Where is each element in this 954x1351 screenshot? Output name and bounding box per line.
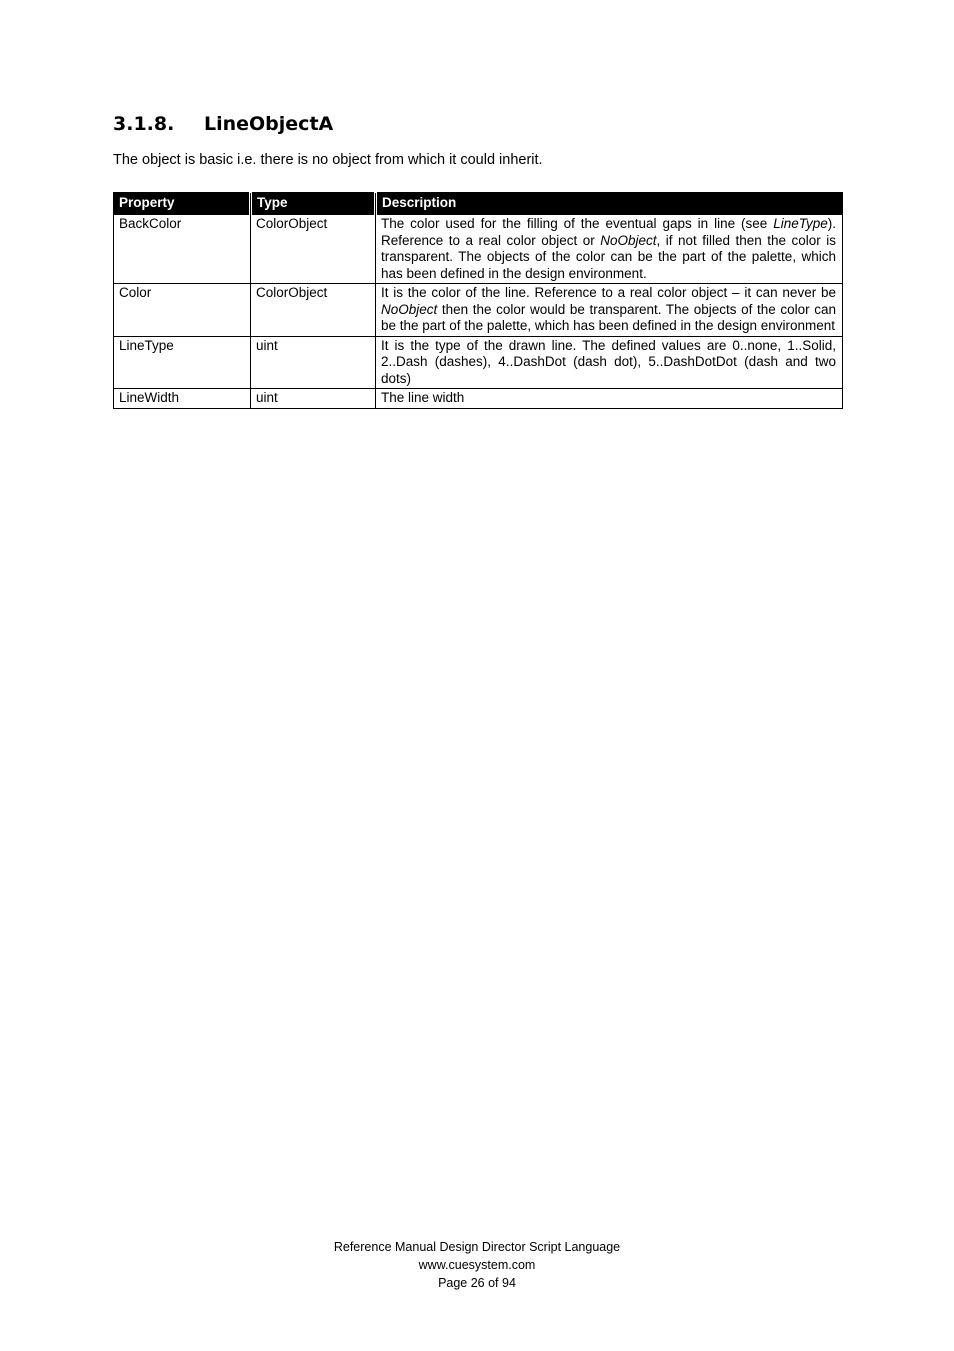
footer-page-number: Page 26 of 94 [438, 1276, 516, 1290]
property-table [113, 192, 843, 409]
table-header-row [114, 193, 843, 215]
cell-property: BackColor [114, 215, 251, 284]
section-number: 3.1.8. [113, 113, 175, 135]
description-emphasis: NoObject [381, 301, 438, 317]
description-text: ). Reference to a real color object or [381, 216, 836, 248]
table-row [114, 284, 843, 337]
cell-description [376, 215, 843, 284]
cell-description [376, 389, 843, 409]
cell-property: Color [114, 284, 251, 337]
cell-description [376, 284, 843, 337]
header-property: Property [114, 193, 251, 215]
page-footer [0, 1238, 954, 1292]
header-type: Type [251, 193, 376, 215]
description-text: The color used for the filling of the eventual gaps in line (see [381, 216, 774, 231]
intro-paragraph: The object is basic i.e. there is no object from which it could inherit. [113, 152, 543, 168]
cell-type: ColorObject [251, 215, 376, 284]
description-text: then the color would be transparent. The objects of the color can be the part of the palette, which has been defined in the design environment [381, 301, 836, 333]
footer-document-title: Reference Manual Design Director Script Language [333, 1240, 621, 1254]
cell-type: ColorObject [251, 284, 376, 337]
description-text: , if not filled then the color is transparent. The objects of the color can be the part of the palette, which has been defined in the design environment. [381, 232, 837, 281]
table-row [114, 336, 843, 389]
description-emphasis: LineType [773, 216, 828, 231]
cell-type: uint [251, 389, 376, 409]
description-text: The line width [381, 390, 465, 405]
header-description: Description [376, 193, 843, 215]
footer-website: www.cuesystem.com [418, 1258, 536, 1272]
section-heading [113, 112, 333, 136]
table-row [114, 215, 843, 284]
table-row [114, 389, 843, 409]
section-title: LineObjectA [204, 113, 334, 135]
cell-property: LineWidth [114, 389, 251, 409]
description-text: It is the type of the drawn line. The defined values are 0..none, 1..Solid, 2..Dash (dashes), 4..DashDot (dash dot), 5..DashDotDot (dash and two dots) [381, 337, 836, 386]
cell-property: LineType [114, 336, 251, 389]
cell-type: uint [251, 336, 376, 389]
cell-description [376, 336, 843, 389]
description-emphasis: NoObject [600, 232, 657, 248]
description-text: It is the color of the line. Reference to a real color object – it can never be [381, 285, 836, 300]
